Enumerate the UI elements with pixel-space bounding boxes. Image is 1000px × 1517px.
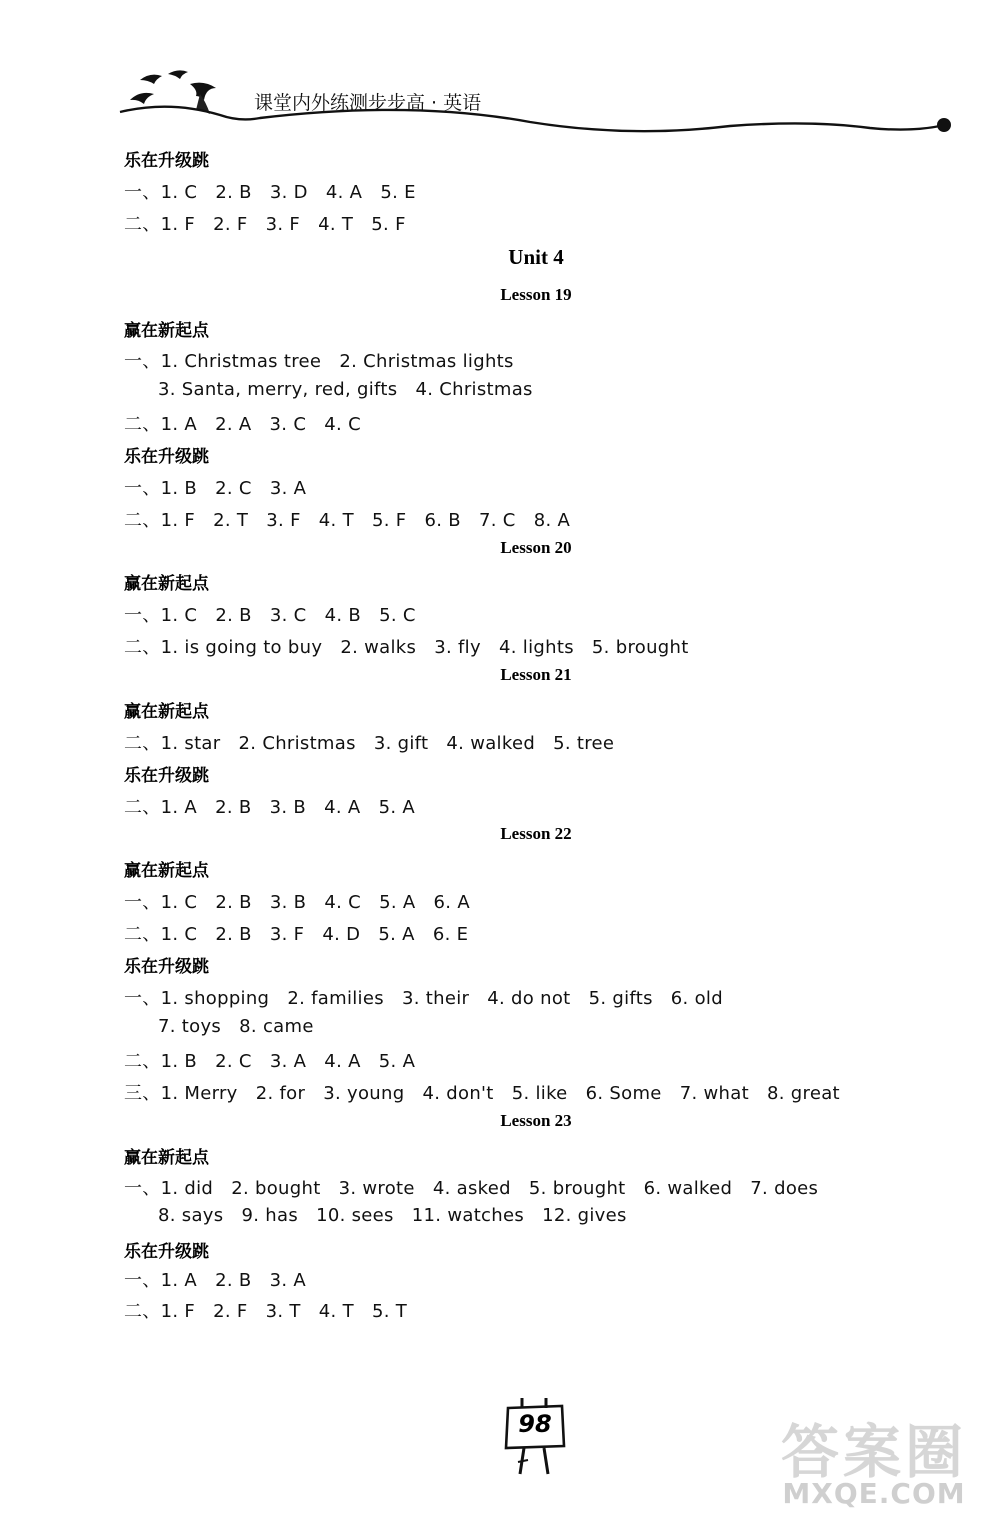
lesson-title: Lesson 19 xyxy=(500,285,572,304)
answer-line: 一、1. shopping 2. families 3. their 4. do not 5. gifts 6. old xyxy=(124,988,723,1009)
answer-line: 二、1. A 2. A 3. C 4. C xyxy=(124,414,361,435)
answer-line: 一、1. C 2. B 3. D 4. A 5. E xyxy=(124,182,416,203)
answer-line: 一、1. did 2. bought 3. wrote 4. asked 5. brought 6. walked 7. does xyxy=(124,1178,819,1199)
answer-line: 3. Santa, merry, red, gifts 4. Christmas xyxy=(158,379,533,400)
answer-line: 二、1. C 2. B 3. F 4. D 5. A 6. E xyxy=(124,924,469,945)
lesson-title: Lesson 22 xyxy=(500,824,572,843)
answer-line: 二、1. F 2. T 3. F 4. T 5. F 6. B 7. C 8. A xyxy=(124,510,571,531)
watermark-logo-text: 答案圈 xyxy=(780,1418,967,1486)
answer-line: 7. toys 8. came xyxy=(158,1016,314,1037)
section-heading: 乐在升级跳 xyxy=(124,957,209,977)
answer-line: 二、1. is going to buy 2. walks 3. fly 4. lights 5. brought xyxy=(124,637,689,658)
page-number: 98 xyxy=(518,1410,552,1438)
answer-line: 一、1. C 2. B 3. B 4. C 5. A 6. A xyxy=(124,892,470,913)
answer-line: 二、1. star 2. Christmas 3. gift 4. walked 5. tree xyxy=(124,733,615,754)
answer-line: 二、1. F 2. F 3. F 4. T 5. F xyxy=(124,214,406,235)
answer-line: 二、1. F 2. F 3. T 4. T 5. T xyxy=(124,1301,408,1322)
watermark-url: MXQE.COM xyxy=(782,1477,966,1510)
section-heading: 赢在新起点 xyxy=(124,321,209,341)
answer-line: 一、1. B 2. C 3. A xyxy=(124,478,307,499)
lesson-title: Lesson 23 xyxy=(500,1111,572,1130)
lesson-title: Lesson 20 xyxy=(500,538,572,557)
answer-line: 一、1. C 2. B 3. C 4. B 5. C xyxy=(124,605,416,626)
answer-line: 三、1. Merry 2. for 3. young 4. don't 5. like 6. Some 7. what 8. great xyxy=(124,1083,840,1104)
watermark xyxy=(754,1405,994,1517)
answer-line: 二、1. A 2. B 3. B 4. A 5. A xyxy=(124,797,415,818)
header-title: 课堂内外练测步步高 · 英语 xyxy=(254,92,482,114)
section-heading: 乐在升级跳 xyxy=(124,1242,209,1262)
section-heading: 赢在新起点 xyxy=(124,702,209,722)
answer-line: 二、1. B 2. C 3. A 4. A 5. A xyxy=(124,1051,416,1072)
section-heading: 赢在新起点 xyxy=(124,861,209,881)
lesson-title: Lesson 21 xyxy=(500,665,572,684)
answer-line: 一、1. Christmas tree 2. Christmas lights xyxy=(124,351,514,372)
section-heading: 赢在新起点 xyxy=(124,1148,209,1168)
unit-title: Unit 4 xyxy=(508,245,564,269)
answer-line: 一、1. A 2. B 3. A xyxy=(124,1270,306,1291)
section-heading: 乐在升级跳 xyxy=(124,447,209,467)
section-heading: 乐在升级跳 xyxy=(124,151,209,171)
section-heading: 赢在新起点 xyxy=(124,574,209,594)
page-number-badge xyxy=(500,1396,570,1478)
answer-line: 8. says 9. has 10. sees 11. watches 12. gives xyxy=(158,1205,627,1226)
section-heading: 乐在升级跳 xyxy=(124,766,209,786)
